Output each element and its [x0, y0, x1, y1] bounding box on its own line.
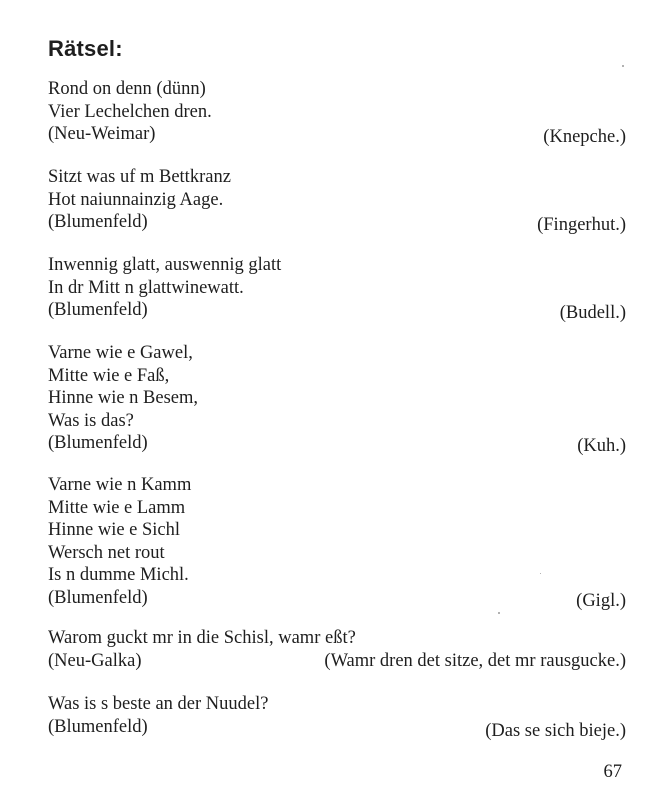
riddle-line: Varne wie n Kamm	[48, 475, 192, 495]
riddle-answer: (Wamr dren det sitze, det mr rausgucke.)	[324, 650, 626, 671]
riddle-line: Mitte wie e Lamm	[48, 497, 186, 518]
riddle-6	[48, 627, 626, 672]
riddle-source: (Neu-Galka)	[48, 650, 142, 671]
riddle-line: Hot naiunnainzig Aage.	[48, 189, 224, 210]
riddle-source: (Blumenfeld)	[48, 212, 148, 232]
riddle-answer: (Fingerhut.)	[537, 215, 626, 235]
riddle-answer: (Budell.)	[559, 303, 626, 323]
riddle-source-row	[48, 123, 626, 146]
riddle-line: Rond on denn (dünn)	[48, 79, 206, 99]
riddle-2	[48, 166, 626, 234]
riddle-7	[48, 693, 626, 741]
riddle-source-row	[48, 716, 626, 739]
riddle-source-row	[48, 650, 626, 673]
riddle-source: (Blumenfeld)	[48, 716, 148, 737]
riddle-line: Mitte wie e Faß,	[48, 365, 170, 386]
riddle-line: Was is s beste an der Nuudel?	[48, 694, 269, 714]
riddle-line: Warom guckt mr in die Schisl, wamr eßt?	[48, 628, 356, 648]
riddle-line: Hinne wie n Besem,	[48, 388, 199, 408]
riddle-4	[48, 342, 626, 455]
riddle-source: (Blumenfeld)	[48, 433, 148, 453]
riddle-line: Vier Lechelchen dren.	[48, 101, 212, 122]
riddle-5	[48, 474, 626, 609]
riddle-line: Sitzt was uf m Bettkranz	[48, 167, 231, 187]
riddle-line: Wersch net rout	[48, 542, 165, 563]
riddle-source-row	[48, 432, 626, 455]
page-number: 67	[603, 762, 622, 782]
scan-speck	[622, 65, 624, 67]
riddle-answer: (Kuh.)	[577, 436, 626, 456]
riddle-line: Inwennig glatt, auswennig glatt	[48, 255, 282, 275]
section-title: Rätsel:	[48, 36, 123, 61]
riddle-3	[48, 254, 626, 322]
riddle-answer: (Das se sich bieje.)	[485, 720, 626, 741]
riddle-answer: (Knepche.)	[543, 127, 626, 147]
scan-speck	[498, 612, 500, 614]
riddle-1	[48, 78, 626, 146]
riddle-source: (Blumenfeld)	[48, 300, 148, 320]
riddle-line: Varne wie e Gawel,	[48, 343, 193, 363]
riddle-source-row	[48, 299, 626, 322]
riddle-answer: (Gigl.)	[576, 590, 626, 611]
scan-speck	[540, 573, 541, 574]
riddle-source-row	[48, 211, 626, 234]
riddle-source: (Blumenfeld)	[48, 587, 148, 608]
riddle-line: Was is das?	[48, 410, 134, 431]
riddle-line: Is n dumme Michl.	[48, 565, 189, 585]
riddle-line: Hinne wie e Sichl	[48, 520, 181, 540]
riddle-source-row	[48, 587, 626, 610]
riddle-line: In dr Mitt n glattwinewatt.	[48, 277, 244, 298]
riddle-source: (Neu-Weimar)	[48, 124, 156, 144]
